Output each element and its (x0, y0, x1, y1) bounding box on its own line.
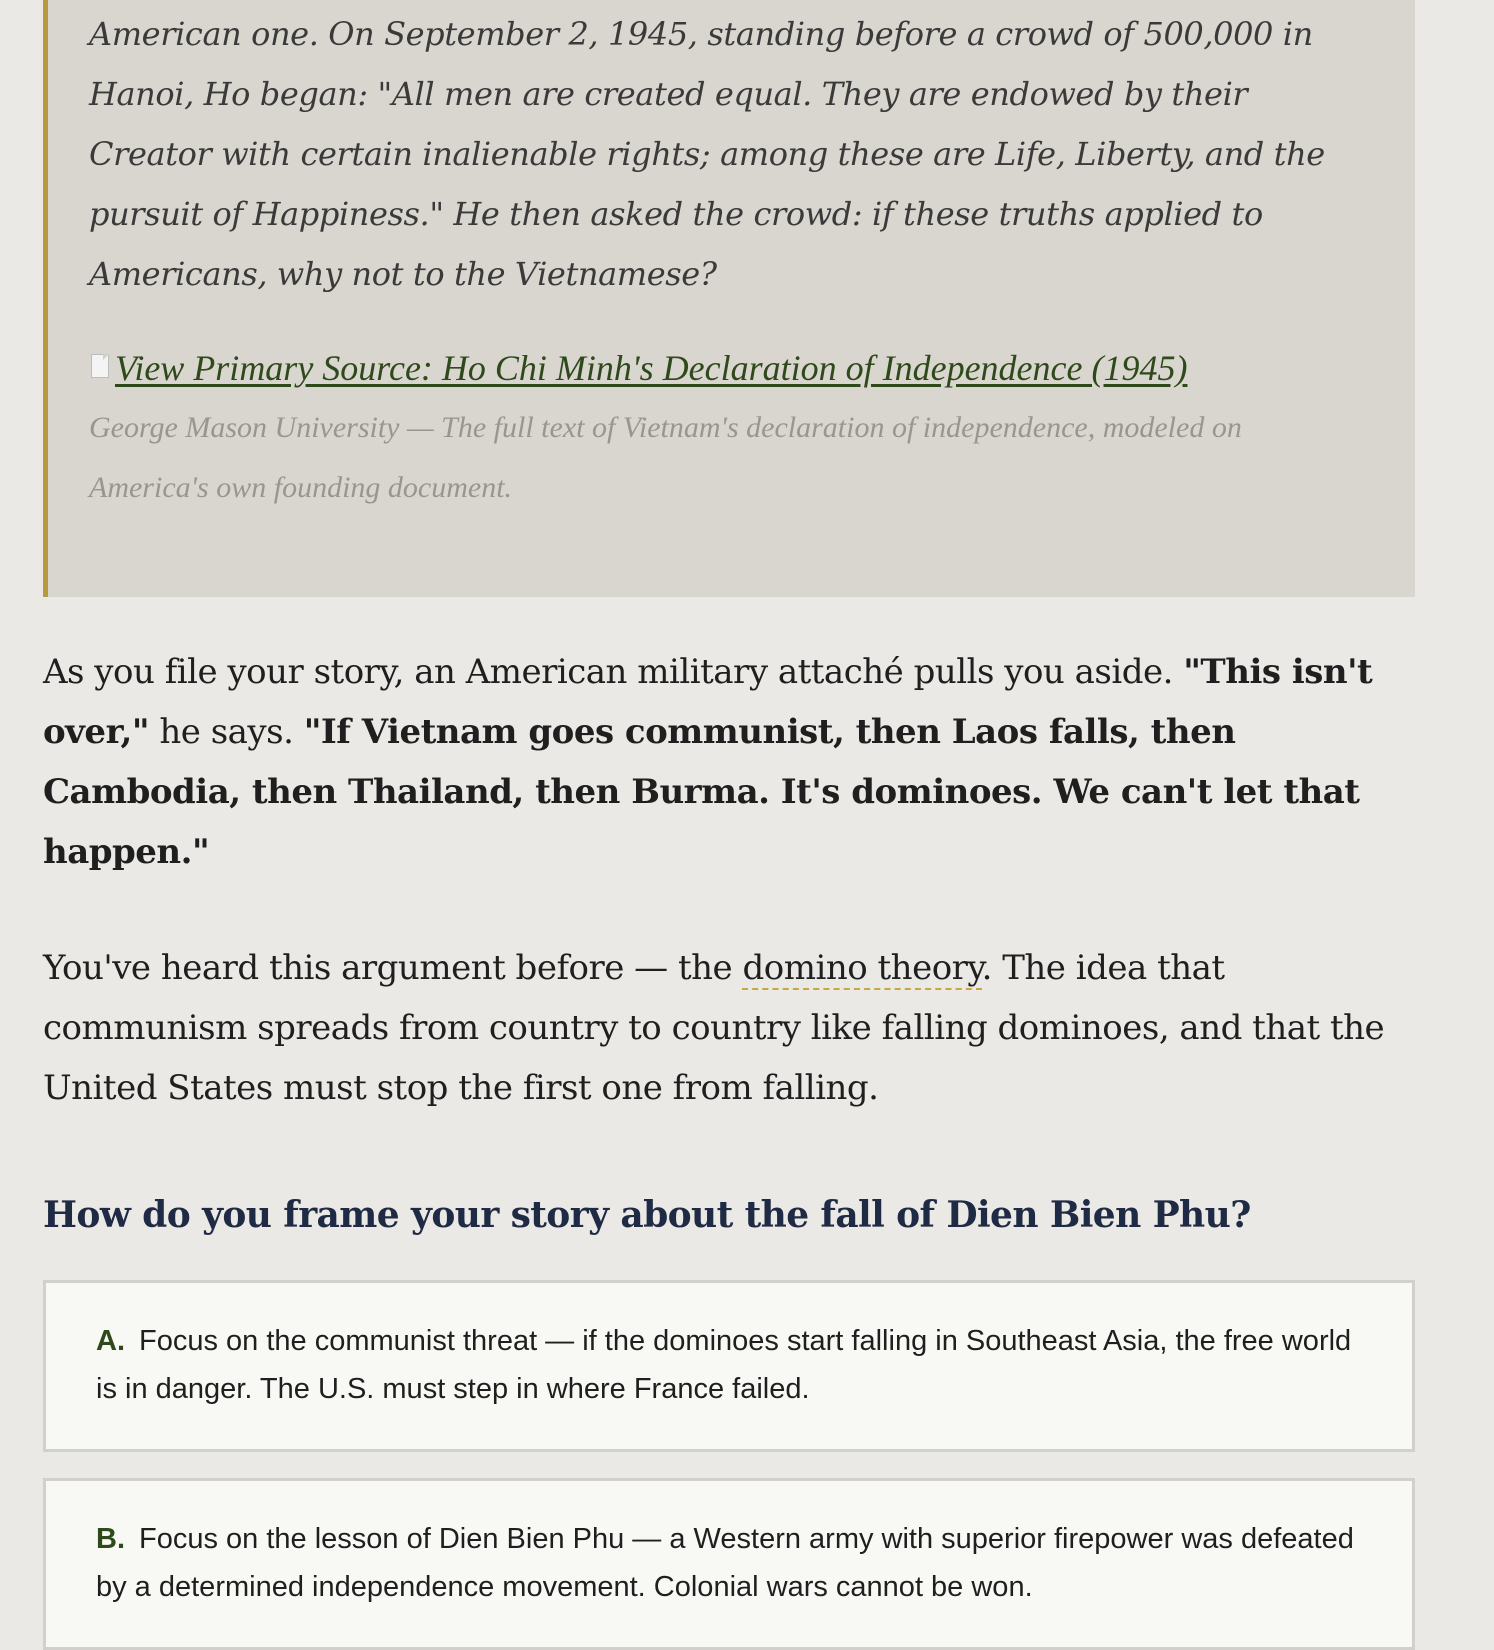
choice-letter: B. (96, 1523, 125, 1555)
quote-text: American one. On September 2, 1945, standing before a crowd of 500,000 in Hanoi, Ho began: "All men are created equal. They are endowed by their Creator with certain inalienable rights; among these are Life, Liberty, and the pursuit of Happiness." He then asked the crowd: if these truths applied to Americans, why not to the Vietnamese? (89, 15, 1325, 293)
primary-source-callout (43, 0, 1415, 597)
choice-letter: A. (96, 1325, 125, 1357)
choice-text: Focus on the lesson of Dien Bien Phu — a Western army with superior firepower was defeated by a determined independence movement. Colonial wars cannot be won. (96, 1523, 1354, 1603)
narrative-paragraph-2 (43, 938, 1415, 1118)
source-note: George Mason University — The full text of Vietnam's declaration of independence, modeled on America's own founding document. (89, 411, 1242, 504)
narrative-intro: As you file your story, an American military attaché pulls you aside. (43, 652, 1184, 692)
narrative-mid: he says. (149, 712, 304, 752)
source-link-label: View Primary Source: Ho Chi Minh's Declaration of Independence (1945) (115, 348, 1188, 388)
choice-text: Focus on the communist threat — if the dominoes start falling in Southeast Asia, the free world is in danger. The U.S. must step in where France failed. (96, 1325, 1352, 1405)
document-icon (89, 354, 113, 382)
narrative-paragraph-1 (43, 642, 1415, 882)
narrative-p2-before: You've heard this argument before — the (43, 948, 743, 988)
lesson-content (43, 0, 1415, 1650)
glossary-term-domino-theory[interactable]: domino theory (742, 948, 982, 988)
view-primary-source-link[interactable] (89, 344, 1187, 392)
choice-option-b[interactable] (43, 1478, 1415, 1650)
attache-quote-1: "This isn't over," (43, 652, 1373, 752)
choice-option-a[interactable] (43, 1280, 1415, 1452)
attache-quote-2: "If Vietnam goes communist, then Laos falls, then Cambodia, then Thailand, then Burma. It's dominoes. We can't let that happen." (43, 712, 1360, 872)
narrative-p2-after: . The idea that communism spreads from country to country like falling dominoes, and that the United States must stop the first one from falling. (43, 948, 1385, 1108)
question-prompt: How do you frame your story about the fall of Dien Bien Phu? (43, 1194, 1251, 1236)
